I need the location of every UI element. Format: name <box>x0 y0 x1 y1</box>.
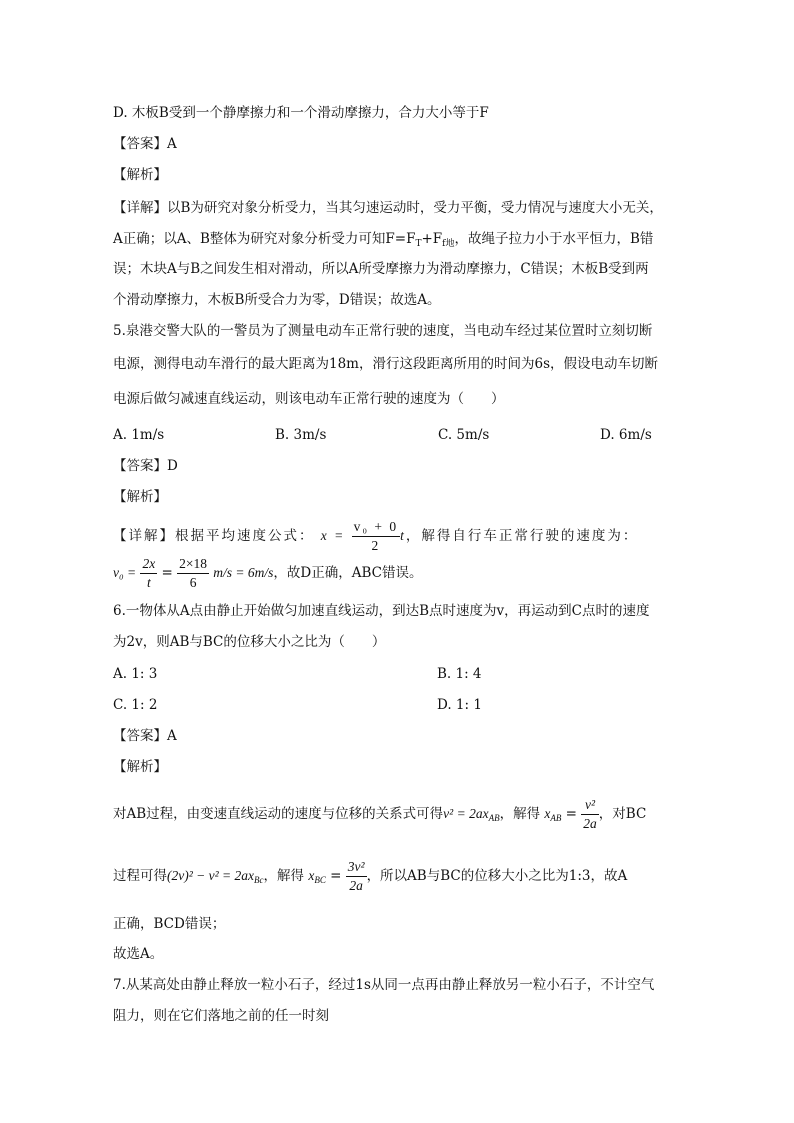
q5-formula-2-lhs: v₀ = <box>113 565 137 580</box>
q5-formula-1-fraction: $\frac{\text{v₀ + 0}}{2}$ <box>353 519 399 553</box>
q4-detail-line-3: 误；木块A与B之间发生相对滑动，所以A所受摩擦力为滑动摩擦力，C错误；木板B受到两 <box>113 261 649 277</box>
q5-answer: 【答案】D <box>113 458 178 474</box>
q4-detail-line-1: 【详解】以B为研究对象分析受力，当其匀速运动时，受力平衡，受力情况与速度大小无关， <box>113 200 663 216</box>
q6-fraction-bc: $\frac{\text{3v²}}{2a}$ <box>347 859 365 893</box>
q5-detail-2b: ，故D正确，ABC错误。 <box>273 565 423 581</box>
q6-option-c: C. 1: 2 <box>113 697 158 713</box>
q5-option-c: C. 5m/s <box>438 427 490 443</box>
q6-analysis-heading: 【解析】 <box>113 759 167 775</box>
q5-detail-1b: ，解得自行车正常行驶的速度为： <box>405 528 639 544</box>
q4-option-d: D. 木板B受到一个静摩擦力和一个滑动摩擦力，合力大小等于F <box>113 105 489 121</box>
q6-option-d: D. 1: 1 <box>437 697 482 713</box>
q6-option-b: B. 1: 4 <box>437 666 482 682</box>
q5-option-a: A. 1m/s <box>113 427 165 443</box>
q4-sub-t: T <box>415 239 422 249</box>
q5-stem-line-1: 5.泉港交警大队的一警员为了测量电动车正常行驶的速度，当电动车经过某位置时立刻切断 <box>113 323 653 339</box>
q5-formula-2-fraction-1: $\frac{2x}{t}$ <box>142 556 156 590</box>
q4-plus: +F <box>421 231 443 247</box>
q4-answer: 【答案】A <box>113 136 177 152</box>
q5-detail-1a: 【详解】根据平均速度公式： <box>113 528 315 544</box>
q4-sub-f: f地 <box>442 239 455 249</box>
q5-formula-2-rhs: m/s = 6m/s <box>213 565 274 580</box>
q7-stem-line-2: 阻力，则在它们落地之前的任一时刻 <box>113 1008 329 1024</box>
q6-formula-bc: (2v)² − v² = 2ax <box>167 868 255 883</box>
q7-stem-line-1: 7.从某高处由静止释放一粒小石子，经过1s从同一点再由静止释放另一粒小石子，不计空气 <box>113 977 655 993</box>
q6-formula-ab: v² = 2ax <box>443 806 489 821</box>
q6-answer: 【答案】A <box>113 728 177 744</box>
q6-stem-line-1: 6.一物体从A点由静止开始做匀加速直线运动，到达B点时速度为v，再运动到C点时的速度 <box>113 603 650 619</box>
q5-detail-line-2: v₀ = $\frac{2x}{t}$ = $\frac{2\times 18}{6}$ m/s = 6m/s，故D正确，ABC错误。 <box>113 556 423 590</box>
q4-detail-2a: A正确；以A、B整体为研究对象分析受力可知F=F <box>113 231 416 247</box>
q6-detail-line-4: 故选A。 <box>113 946 164 962</box>
q6-detail-line-1: 对AB过程，由变速直线运动的速度与位移的关系式可得$v^2 = 2ax_{AB}$，解得 $x_{AB}$ = $\frac{\text{v²}}{2a}$ ，对BC <box>113 797 647 831</box>
q5-formula-2-fraction-2: $\frac{2\times 18}{6}$ <box>179 556 207 590</box>
q4-detail-2b: ，故绳子拉力小于水平恒力，B错 <box>454 231 654 247</box>
q6-fraction-ab: $\frac{\text{v²}}{2a}$ <box>583 797 597 831</box>
q5-detail-line-1: 【详解】根据平均速度公式： x = $\frac{\text{v₀ + 0}}{2}$ t，解得自行车正常行驶的速度为： <box>113 519 639 553</box>
q5-stem-line-3: 电源后做匀减速直线运动，则该电动车正常行驶的速度为（ ） <box>113 391 505 407</box>
q5-option-d: D. 6m/s <box>600 427 652 443</box>
q6-stem-line-2: 为2v，则AB与BC的位移大小之比为（ ） <box>113 634 386 650</box>
q5-stem-line-2: 电源，测得电动车滑行的最大距离为18m，滑行这段距离所用的时间为6s，假设电动车切断 <box>113 356 658 372</box>
q4-detail-line-2 <box>113 229 653 254</box>
q4-analysis-heading: 【解析】 <box>113 167 167 183</box>
q6-detail-line-3: 正确，BCD错误； <box>113 916 226 932</box>
q5-analysis-heading: 【解析】 <box>113 489 167 505</box>
q6-detail-line-2: 过程可得$(2v)^2 - v^2 = 2ax_{Bc}$，解得 $x_{BC}$ = $\frac{\text{3v²}}{2a}$ ，所以AB与BC的位移大小之比为1:3，故A <box>113 859 628 893</box>
q6-option-a: A. 1: 3 <box>113 666 158 682</box>
q4-detail-line-4: 个滑动摩擦力，木板B所受合力为零，D错误；故选A。 <box>113 292 441 308</box>
q5-option-b: B. 3m/s <box>275 427 327 443</box>
q5-formula-1-lhs: x = <box>320 528 346 543</box>
